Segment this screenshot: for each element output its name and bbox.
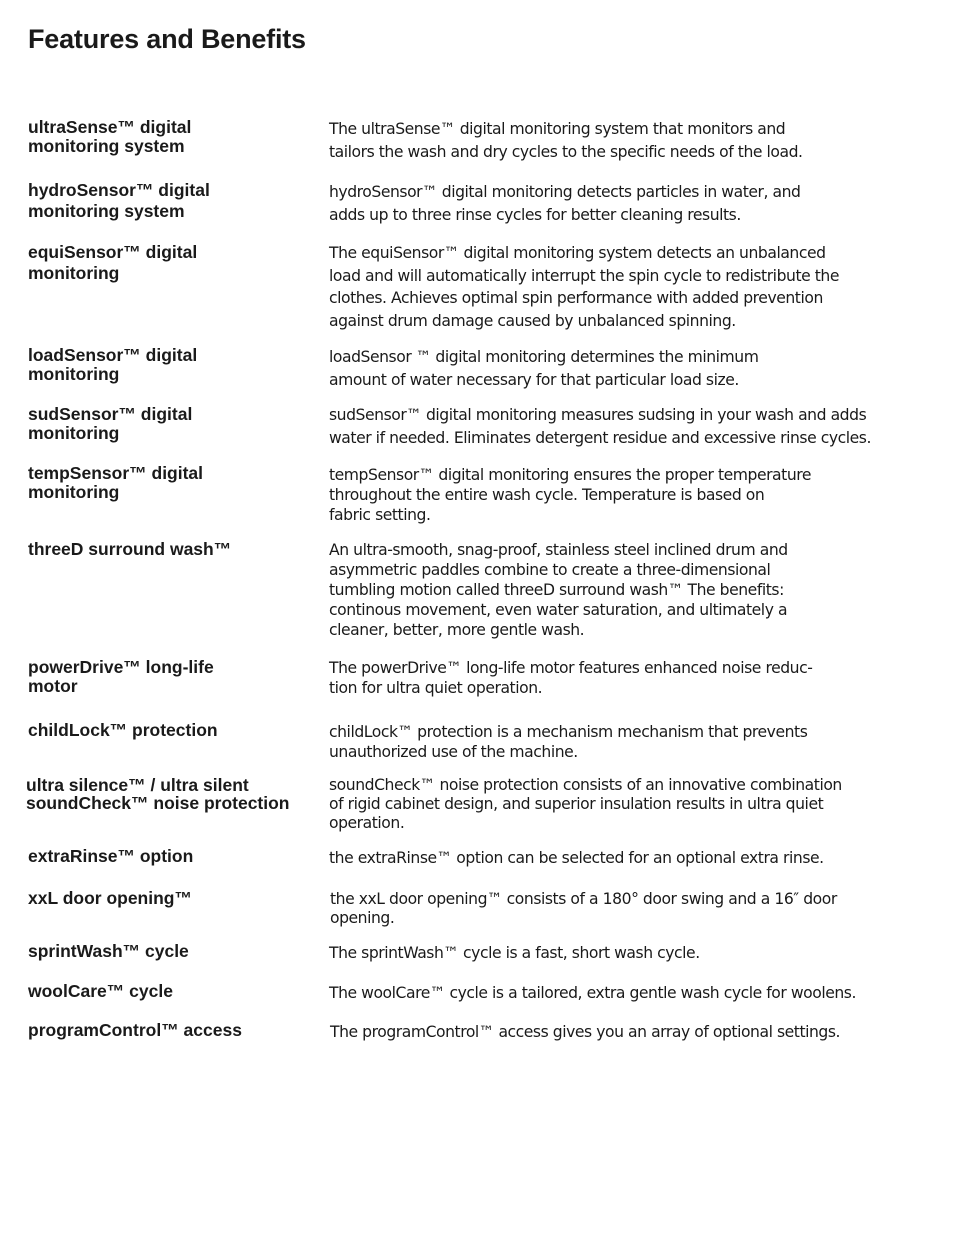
- feature-name: powerDrive™ long-life motor: [28, 657, 214, 696]
- page-title: Features and Benefits: [28, 24, 306, 54]
- feature-description: hydroSensor™ digital monitoring detects particles in water, and adds up to three rinse cycles for better cleaning results.: [329, 183, 801, 224]
- feature-name: ultraSense™ digital monitoring system: [28, 117, 192, 156]
- feature-description: The ultraSense™ digital monitoring system that monitors and tailors the wash and dry cycles to the specific needs of the load.: [329, 120, 803, 161]
- feature-description: loadSensor ™ digital monitoring determines the minimum amount of water necessary for that particular load size.: [329, 348, 759, 389]
- feature-description: childLock™ protection is a mechanism mechanism that prevents unauthorized use of the machine.: [329, 723, 808, 761]
- feature-name: loadSensor™ digital monitoring: [28, 345, 198, 384]
- feature-description: The sprintWash™ cycle is a fast, short wash cycle.: [329, 944, 700, 962]
- feature-description: the extraRinse™ option can be selected for an optional extra rinse.: [329, 849, 824, 867]
- feature-description: The programControl™ access gives you an array of optional settings.: [330, 1023, 841, 1041]
- feature-description: sudSensor™ digital monitoring measures sudsing in your wash and adds water if needed. Eliminates detergent residue and excessive rinse cycles.: [329, 406, 871, 447]
- feature-description: The powerDrive™ long-life motor features enhanced noise reduc- tion for ultra quiet operation.: [329, 659, 813, 697]
- feature-name: sudSensor™ digital monitoring: [28, 404, 193, 443]
- feature-description: An ultra-smooth, snag-proof, stainless steel inclined drum and asymmetric paddles combine to create a three-dimensional tumbling motion called threeD surround wash™ The benefits: continous movement, even water saturation, and ultimately a cleaner, better, more gentle wash.: [329, 541, 788, 639]
- feature-name: ultra silence™ / ultra silent soundCheck™ noise protection: [26, 775, 290, 813]
- feature-name: threeD surround wash™: [28, 539, 232, 559]
- feature-name: programControl™ access: [28, 1020, 242, 1040]
- feature-description: tempSensor™ digital monitoring ensures the proper temperature throughout the entire wash cycle. Temperature is based on fabric setting.: [329, 466, 812, 524]
- feature-name: tempSensor™ digital monitoring: [28, 463, 204, 502]
- feature-name: sprintWash™ cycle: [28, 941, 189, 961]
- feature-name: hydroSensor™ digital monitoring system: [28, 180, 210, 221]
- feature-name: extraRinse™ option: [28, 846, 194, 866]
- feature-name: equiSensor™ digital monitoring: [28, 242, 198, 283]
- feature-description: the xxL door opening™ consists of a 180° door swing and a 16″ door opening.: [330, 890, 837, 927]
- feature-description: The woolCare™ cycle is a tailored, extra gentle wash cycle for woolens.: [329, 984, 856, 1002]
- feature-name: xxL door opening™: [28, 888, 192, 908]
- feature-name: woolCare™ cycle: [28, 981, 173, 1001]
- feature-description: soundCheck™ noise protection consists of an innovative combination of rigid cabinet design, and superior insulation results in ultra quiet operation.: [329, 776, 842, 832]
- feature-description: The equiSensor™ digital monitoring system detects an unbalanced load and will automatically interrupt the spin cycle to redistribute the clothes. Achieves optimal spin performance with added prevention against drum damage caused by unbalanced spinning.: [329, 244, 840, 330]
- feature-name: childLock™ protection: [28, 720, 218, 740]
